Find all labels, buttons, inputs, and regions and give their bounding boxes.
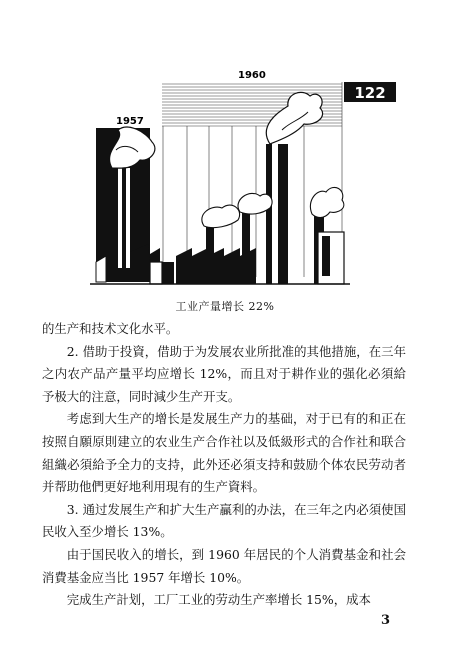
value-box-1960 xyxy=(344,82,396,102)
figure-caption: 工业产量增长 22% xyxy=(175,300,275,313)
paragraph-productivity: 完成生产計划，工厂工业的劳动生产率增长 15%，成本 xyxy=(66,592,371,608)
paragraph-consumption-fund: 由于国民收入的增长，到 1960 年居民的个人消費基金和社会消費基金应当比 1957 年增长 10%。 xyxy=(42,546,406,585)
page-number: 3 xyxy=(380,613,390,628)
paragraph-continuation: 的生产和技术文化水平。 xyxy=(42,321,179,336)
body-text xyxy=(42,318,406,612)
paragraph-item-2: 2. 借助于投資，借助于为发展农业所批准的其他措施，在三年之内农产品产量平均应增长 12%，而且对于耕作业的强化必須給予极大的注意，同时減少生产开支。 xyxy=(42,343,406,404)
year-label-1957: 1957 xyxy=(116,116,144,127)
paragraph-item-3: 3. 通过发展生产和扩大生产贏利的办法，在三年之内必須使国民收入至少增长 13%。 xyxy=(42,501,406,540)
factory-1957 xyxy=(96,127,160,282)
paragraph-cooperatives: 考虑到大生产的增长是发展生产力的基础，对于已有的和正在按照自願原則建立的农业生产合作社以及低級形式的合作社和联合組織必須給予全力的支持，此外还必須支持和鼓励个体农民劳动者并帮助他們更好地利用現有的生产資料。 xyxy=(42,411,406,495)
value-label-1960: 122 xyxy=(354,84,386,102)
year-label-1960: 1960 xyxy=(238,70,266,81)
